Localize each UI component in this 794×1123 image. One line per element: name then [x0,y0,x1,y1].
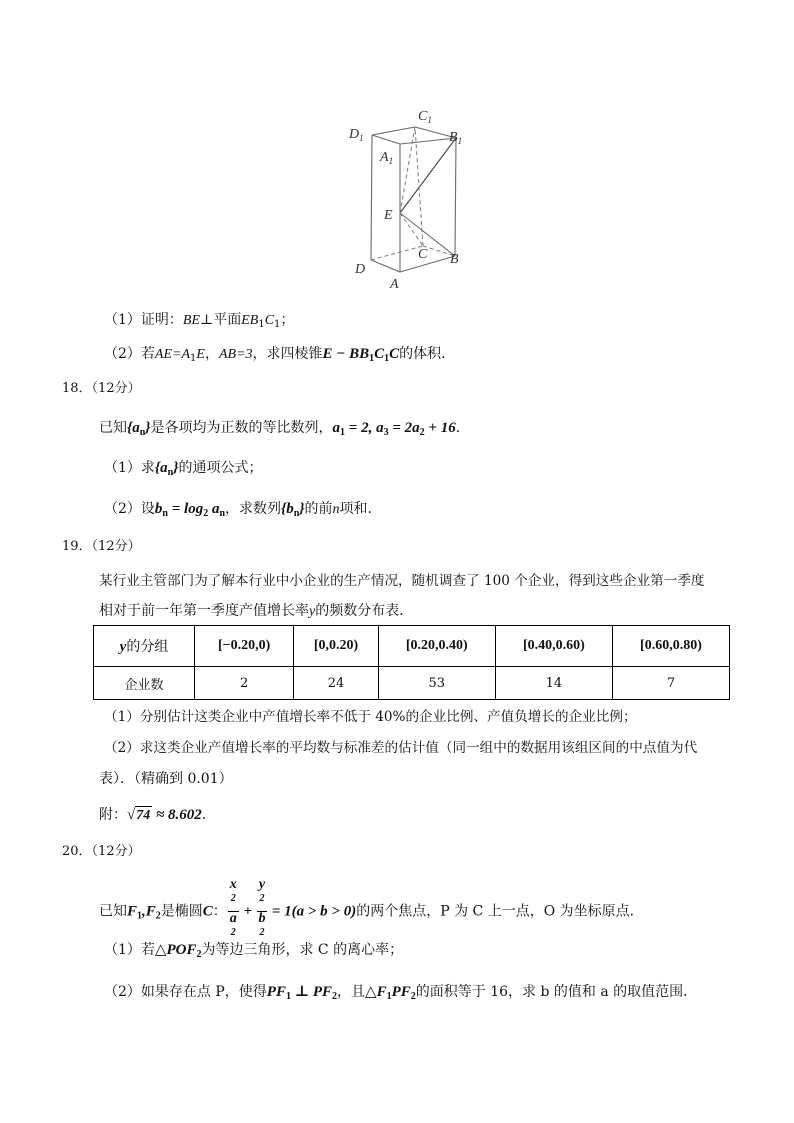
edge-d1-c1 [372,127,415,135]
edge-d-d1 [371,135,372,260]
edge-a-b [400,256,455,272]
label-a1: $A_1$ [380,150,394,166]
table-group-cell: [−0.20,0) [195,626,294,667]
table-header-row [94,626,730,667]
table-group-cell: [0,0.20) [294,626,378,667]
table-count-cell: 7 [612,667,729,700]
table-count-cell: 24 [294,667,378,700]
table-count-cell: 14 [495,667,612,700]
edge-a1-b1 [400,138,456,144]
label-b: B [450,252,459,267]
q19-stem-line1: 某行业主管部门为了解本行业中小企业的生产情况，随机调查了 100 个企业，得到这些企业第一季度 [99,573,705,589]
q19-stem-line2: 相对于前一年第一季度产值增长率y的频数分布表． [99,603,414,619]
table-group-cell: [0.40,0.60) [495,626,612,667]
hidden-d-c [371,246,423,260]
table-group-cell: [0.20,0.40) [378,626,495,667]
label-a: A [390,277,399,292]
q19-note: 附：√74 ≈ 8.602． [99,807,216,823]
hidden-e-c [400,213,423,246]
edge-d1-a1 [372,135,400,144]
table-count-row [94,667,730,700]
q20-stem: 已知$F_1,F_2$是椭圆C： x $^2$ a $^2$ + y $^2$ b $^2$ = 1(a > b > 0)的两个焦点，P 为 C 上一点，O 为坐标原点． [99,878,644,945]
q17-part1: （1）证明：BE⊥平面$EB_1C_1$； [104,312,295,330]
q19-part1: （1）分别估计这类企业中产值增长率不低于 40%的企业比例、产值负增长的企业比例； [104,709,637,725]
q19-header: 19．（12分） [62,539,141,554]
edge-b-b1 [455,138,456,256]
q20-header: 20．（12分） [62,844,141,859]
frequency-table [93,625,730,700]
label-e: E [384,208,393,223]
q18-header: 18．（12分） [62,381,141,396]
q19-part2-line1: （2）求这类企业产值增长率的平均数与标准差的估计值（同一组中的数据用该组区间的中点值为代 [104,740,698,756]
fraction-y2-b2: y $^2$ b $^2$ [258,877,266,938]
table-row-label: 企业数 [94,667,195,700]
label-c1: $C_1$ [418,109,432,125]
q18-part1: （1）求$\{a_n\}$的通项公式； [104,460,263,478]
table-count-cell: 53 [378,667,495,700]
fraction-x2-a2: x $^2$ a $^2$ [229,877,237,938]
q20-part2: （2）如果存在点 P，使得$PF_1$ ⊥ $PF_2$，且$\triangle F_1PF_2$的面积等于 16，求 b 的值和 a 的取值范围． [104,984,698,1002]
table-header-label: y的分组 [94,626,195,667]
hidden-e-c1 [400,127,415,213]
label-d1: $D_1$ [349,127,364,143]
label-d: D [355,262,366,277]
q18-stem: 已知$\{a_n\}$是各项均为正数的等比数列，$a_1 = 2$, $a_3 = 2a_2 + 16$． [99,420,470,438]
edge-d-a [371,260,400,272]
q20-part1: （1）若$\triangle POF_2$为等边三角形，求 C 的离心率； [104,942,404,960]
label-b1: $B_1$ [449,130,463,146]
q19-part2-line2: 表）．（精确到 0.01） [99,771,233,787]
table-group-cell: [0.60,0.80) [612,626,729,667]
prism-figure [0,0,794,300]
segment-e-b1 [400,138,456,213]
q18-part2: （2）设$b_n = \log_2 a_n$，求数列$\{b_n\}$的前n项和． [104,501,382,519]
label-c: C [418,247,428,262]
table-count-cell: 2 [195,667,294,700]
q17-part2: （2）若$AE=A_1E$，AB=3，求四棱锥$E - BB_1C_1C$的体积． [104,346,456,364]
